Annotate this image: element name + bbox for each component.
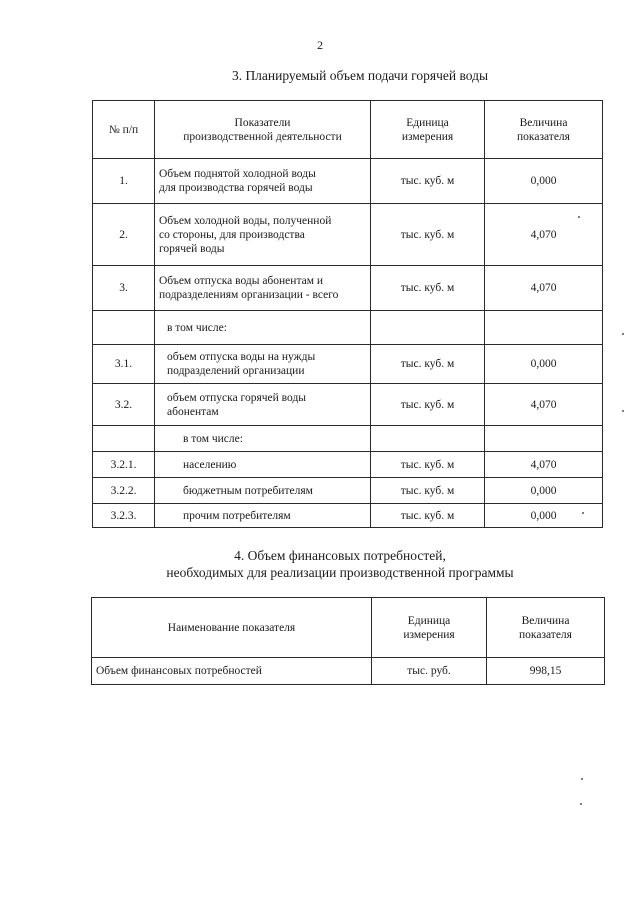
section-4-title-line1: 4. Объем финансовых потребностей, xyxy=(234,548,446,563)
row-unit xyxy=(371,311,485,345)
row-value: 998,15 xyxy=(487,658,605,685)
table-row xyxy=(93,345,603,384)
table-row xyxy=(93,384,603,426)
table-row-subheading xyxy=(93,311,603,345)
row-num xyxy=(93,311,155,345)
row-name: объем отпуска воды на нужды подразделений организации xyxy=(155,345,371,384)
table-row xyxy=(93,159,603,204)
row-num: 2. xyxy=(93,204,155,266)
scan-speck xyxy=(580,803,582,805)
page-number: 2 xyxy=(317,38,323,52)
row-value: 4,070 xyxy=(485,266,603,311)
scan-speck xyxy=(581,778,583,780)
row-name: в том числе: xyxy=(155,311,371,345)
table-row xyxy=(92,658,605,685)
row-num: 3. xyxy=(93,266,155,311)
row-name: Объем поднятой холодной воды для производства горячей воды xyxy=(155,159,371,204)
header-num: № п/п xyxy=(93,101,155,159)
row-name: населению xyxy=(155,452,371,478)
table-row xyxy=(93,204,603,266)
scan-speck xyxy=(582,512,584,514)
row-name: прочим потребителям xyxy=(155,504,371,528)
row-name: Объем отпуска воды абонентам и подразделениям организации - всего xyxy=(155,266,371,311)
header-name: Наименование показателя xyxy=(92,598,372,658)
row-num: 3.2.2. xyxy=(93,478,155,504)
header-unit: Единица измерения xyxy=(372,598,487,658)
table-row xyxy=(93,452,603,478)
row-value: 4,070 xyxy=(485,204,603,266)
row-value xyxy=(485,311,603,345)
row-num: 3.2. xyxy=(93,384,155,426)
section-4-title xyxy=(0,547,640,581)
table-row xyxy=(93,266,603,311)
row-unit: тыс. куб. м xyxy=(371,204,485,266)
scan-speck xyxy=(622,333,624,335)
section-4-title-line2: необходимых для реализации производственной программы xyxy=(166,565,514,580)
header-unit: Единица измерения xyxy=(371,101,485,159)
row-name: Объем холодной воды, полученной со стороны, для производства горячей воды xyxy=(155,204,371,266)
table-header-row xyxy=(92,598,605,658)
row-value: 0,000 xyxy=(485,345,603,384)
scan-speck xyxy=(622,410,624,412)
section-3-title: 3. Планируемый объем подачи горячей воды xyxy=(231,68,489,83)
row-num: 3.1. xyxy=(93,345,155,384)
row-unit: тыс. руб. xyxy=(372,658,487,685)
row-value: 0,000 xyxy=(485,159,603,204)
row-name: бюджетным потребителям xyxy=(155,478,371,504)
row-num: 3.2.1. xyxy=(93,452,155,478)
header-value: Величина показателя xyxy=(487,598,605,658)
scan-speck xyxy=(578,216,580,218)
row-name: объем отпуска горячей воды абонентам xyxy=(155,384,371,426)
row-unit: тыс. куб. м xyxy=(371,504,485,528)
row-unit: тыс. куб. м xyxy=(371,266,485,311)
financial-needs-table xyxy=(91,597,605,685)
row-value: 4,070 xyxy=(485,452,603,478)
table-row xyxy=(93,504,603,528)
row-num: 3.2.3. xyxy=(93,504,155,528)
water-supply-table xyxy=(92,100,603,528)
row-value: 4,070 xyxy=(485,384,603,426)
header-indicator: Показатели производственной деятельности xyxy=(155,101,371,159)
row-value: 0,000 xyxy=(485,504,603,528)
row-num xyxy=(93,426,155,452)
row-name: в том числе: xyxy=(155,426,371,452)
table-row-subheading xyxy=(93,426,603,452)
row-value xyxy=(485,426,603,452)
row-unit: тыс. куб. м xyxy=(371,478,485,504)
row-value: 0,000 xyxy=(485,478,603,504)
header-value: Величина показателя xyxy=(485,101,603,159)
row-unit: тыс. куб. м xyxy=(371,384,485,426)
row-unit: тыс. куб. м xyxy=(371,345,485,384)
row-num: 1. xyxy=(93,159,155,204)
row-unit xyxy=(371,426,485,452)
row-name: Объем финансовых потребностей xyxy=(92,658,372,685)
table-header-row xyxy=(93,101,603,159)
row-unit: тыс. куб. м xyxy=(371,159,485,204)
table-row xyxy=(93,478,603,504)
row-unit: тыс. куб. м xyxy=(371,452,485,478)
